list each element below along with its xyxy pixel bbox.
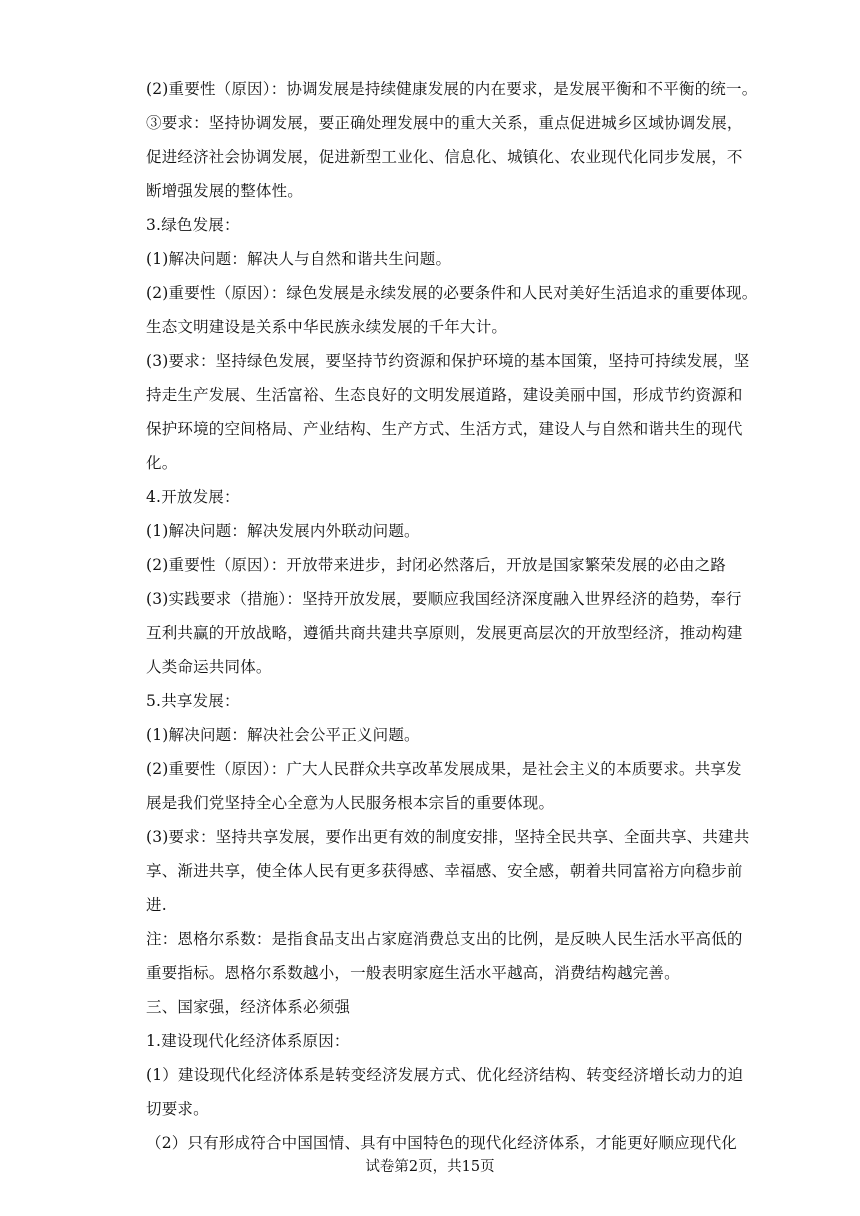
section-heading: 3.绿色发展： bbox=[146, 216, 240, 234]
text-line: 生态文明建设是关系中华民族永续发展的千年大计。 bbox=[146, 318, 508, 336]
document-body bbox=[146, 72, 758, 1160]
text-line: 持走生产发展、生活富裕、生态良好的文明发展道路，建设美丽中国，形成节约资源和 bbox=[146, 386, 743, 404]
text-line: 进. bbox=[146, 896, 167, 914]
text-line: 切要求。 bbox=[146, 1100, 209, 1118]
section-heading: 4.开放发展： bbox=[146, 488, 240, 506]
text-line: (1)解决问题：解决社会公平正义问题。 bbox=[146, 726, 420, 744]
text-line: 展是我们党坚持全心全意为人民服务根本宗旨的重要体现。 bbox=[146, 794, 555, 812]
text-line: (2)重要性（原因）：绿色发展是永续发展的必要条件和人民对美好生活追求的重要体现。 bbox=[146, 284, 758, 302]
section-heading: 1.建设现代化经济体系原因： bbox=[146, 1032, 350, 1050]
text-line: (3)要求：坚持共享发展，要作出更有效的制度安排，坚持全民共享、全面共享、共建共 bbox=[146, 828, 750, 846]
text-line: (3)实践要求（措施）：坚持开放发展，要顺应我国经济深度融入世界经济的趋势，奉行 bbox=[146, 590, 742, 608]
section-heading: 5.共享发展： bbox=[146, 692, 240, 710]
text-line: (3)要求：坚持绿色发展，要坚持节约资源和保护环境的基本国策，坚持可持续发展，坚 bbox=[146, 352, 750, 370]
text-line: (1)解决问题：解决发展内外联动问题。 bbox=[146, 522, 420, 540]
text-line: (1)解决问题：解决人与自然和谐共生问题。 bbox=[146, 250, 452, 268]
text-line: （2）只有形成符合中国国情、具有中国特色的现代化经济体系，才能更好顺应现代化 bbox=[146, 1134, 737, 1152]
text-line: 化。 bbox=[146, 454, 178, 472]
text-line: 互利共赢的开放战略，遵循共商共建共享原则，发展更高层次的开放型经济，推动构建 bbox=[146, 624, 743, 642]
text-line: (1）建设现代化经济体系是转变经济发展方式、优化经济结构、转变经济增长动力的迫 bbox=[146, 1066, 744, 1084]
text-line: ③要求：坚持协调发展，要正确处理发展中的重大关系，重点促进城乡区域协调发展， bbox=[146, 114, 743, 132]
text-line: 人类命运共同体。 bbox=[146, 658, 272, 676]
text-line: (2)重要性（原因）：开放带来进步，封闭必然落后，开放是国家繁荣发展的必由之路 bbox=[146, 556, 727, 574]
text-line: 重要指标。恩格尔系数越小，一般表明家庭生活水平越高，消费结构越完善。 bbox=[146, 964, 680, 982]
text-line: 保护环境的空间格局、产业结构、生产方式、生活方式，建设人与自然和谐共生的现代 bbox=[146, 420, 743, 438]
text-line: 断增强发展的整体性。 bbox=[146, 182, 304, 200]
text-line: 促进经济社会协调发展，促进新型工业化、信息化、城镇化、农业现代化同步发展，不 bbox=[146, 148, 743, 166]
page-footer: 试卷第2页，共15页 bbox=[365, 1159, 495, 1175]
text-line: (2)重要性（原因）：协调发展是持续健康发展的内在要求，是发展平衡和不平衡的统一。 bbox=[146, 80, 758, 98]
text-line: (2)重要性（原因）：广大人民群众共享改革发展成果，是社会主义的本质要求。共享发 bbox=[146, 760, 742, 778]
text-line: 注：恩格尔系数：是指食品支出占家庭消费总支出的比例，是反映人民生活水平高低的 bbox=[146, 930, 743, 948]
section-heading: 三、国家强，经济体系必须强 bbox=[146, 998, 351, 1016]
text-line: 享、渐进共享，使全体人民有更多获得感、幸福感、安全感，朝着共同富裕方向稳步前 bbox=[146, 862, 743, 880]
